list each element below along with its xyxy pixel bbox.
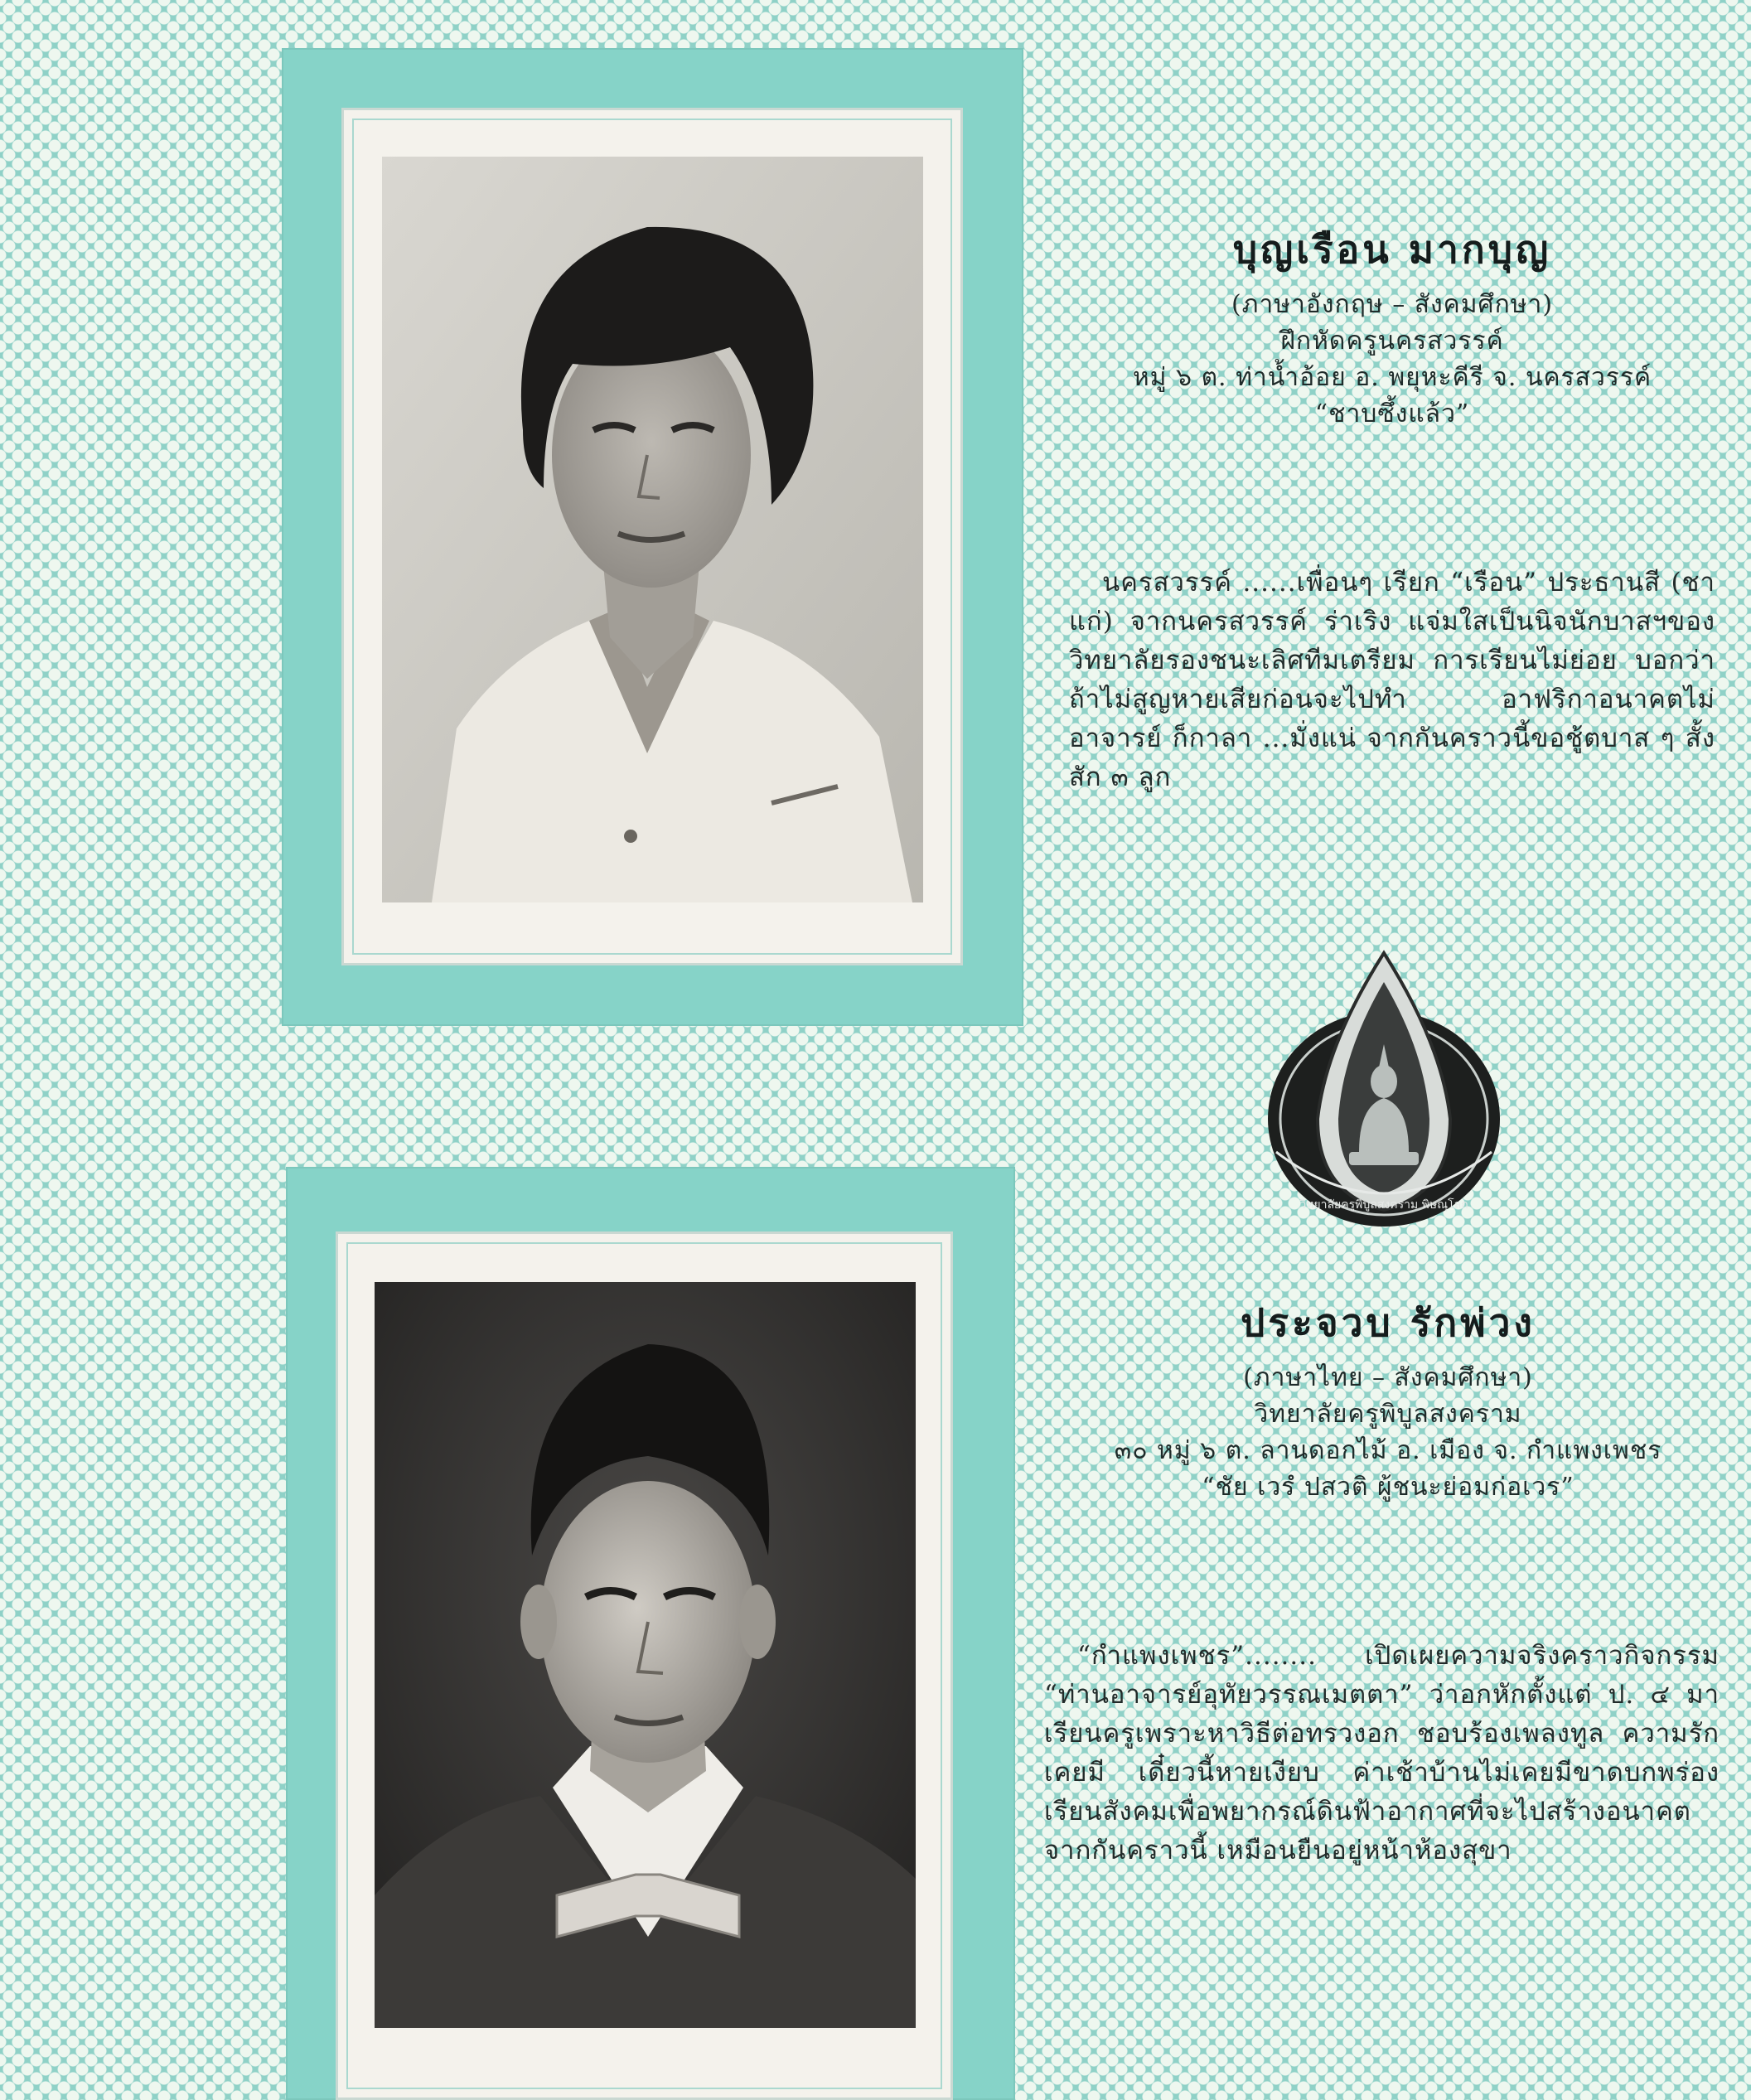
entry-1-school: ฝึกหัดครูนครสวรรค์: [1280, 327, 1504, 356]
entry-2-header: [1028, 1293, 1749, 1506]
entry-1-name: บุญเรือน มากบุญ: [1232, 227, 1552, 272]
photo-mat-top: [341, 108, 963, 965]
photo-mat-bottom: [336, 1231, 953, 2100]
portrait-photo-woman: [382, 157, 923, 902]
entry-2-bio-text: “กำแพงเพชร”........ เปิดเผยความจริงคราวกิจกรรม “ท่านอาจารย์อุทัยวรรณเมตตา” ว่าอกหักตั้งแต่ ป. ๔ มาเรียนครูเพราะหาวิธีต่อทรวงอก ชอบร้องเพลงทูล ความรักเคยมี เดี๋ยวนี้หายเงียบ ค่าเช้าบ้านไม่เคยมีขาดบกพร่อง เรียนสังคมเพื่อพยากรณ์ดินฟ้าอากาศที่จะไปสร้างอนาคต จากกันคราวนี้ เหมือนยืนอยู่หน้าห้องสุขา: [1044, 1641, 1720, 1865]
entry-2-bio: [1044, 1637, 1720, 1870]
seal-caption: วิทยาลัยครูพิบูลสงคราม พิษณุโลก: [1299, 1198, 1468, 1212]
entry-2-name: ประจวบ รักพ่วง: [1241, 1300, 1536, 1345]
entry-1-major: (ภาษาอังกฤษ – สังคมศึกษา): [1231, 290, 1554, 319]
entry-1-motto: “ชาบซึ้งแล้ว”: [1314, 399, 1470, 428]
entry-1-address: หมู่ ๖ ต. ท่าน้ำอ้อย อ. พยุหะคีรี จ. นครสวรรค์: [1132, 363, 1652, 392]
photo-panel-top: [282, 48, 1023, 1026]
entry-2-motto: “ชัย เวรํ ปสวติ ผู้ชนะย่อมก่อเวร”: [1202, 1473, 1574, 1502]
entry-1-header: [1044, 220, 1740, 433]
entry-2-school: วิทยาลัยครูพิบูลสงคราม: [1254, 1400, 1522, 1429]
portrait-photo-man: [375, 1282, 916, 2028]
entry-1-bio: [1069, 564, 1715, 797]
entry-2-major: (ภาษาไทย – สังคมศึกษา): [1243, 1363, 1533, 1392]
college-seal-emblem: [1260, 945, 1508, 1243]
entry-2-address: ๓๐ หมู่ ๖ ต. ลานดอกไม้ อ. เมือง จ. กำแพงเพชร: [1114, 1436, 1662, 1465]
photo-panel-bottom: [286, 1167, 1015, 2100]
entry-1-bio-text: นครสวรรค์ ......เพื่อนๆ เรียก “เรือน” ประธานสี (ชาแก่) จากนครสวรรค์ ร่าเริง แจ่มใสเป็นนิจนักบาสฯของวิทยาลัยรองชนะเลิศทีมเตรียม การเรียนไม่ย่อย บอกว่าถ้าไม่สูญหายเสียก่อนจะไปทำ อาฟริกาอนาคตไม่อาจารย์ ก็กาลา ...มั่งแน่ จากกันคราวนี้ขอชู้ตบาส ๆ สั้งสัก ๓ ลูก: [1069, 568, 1715, 792]
